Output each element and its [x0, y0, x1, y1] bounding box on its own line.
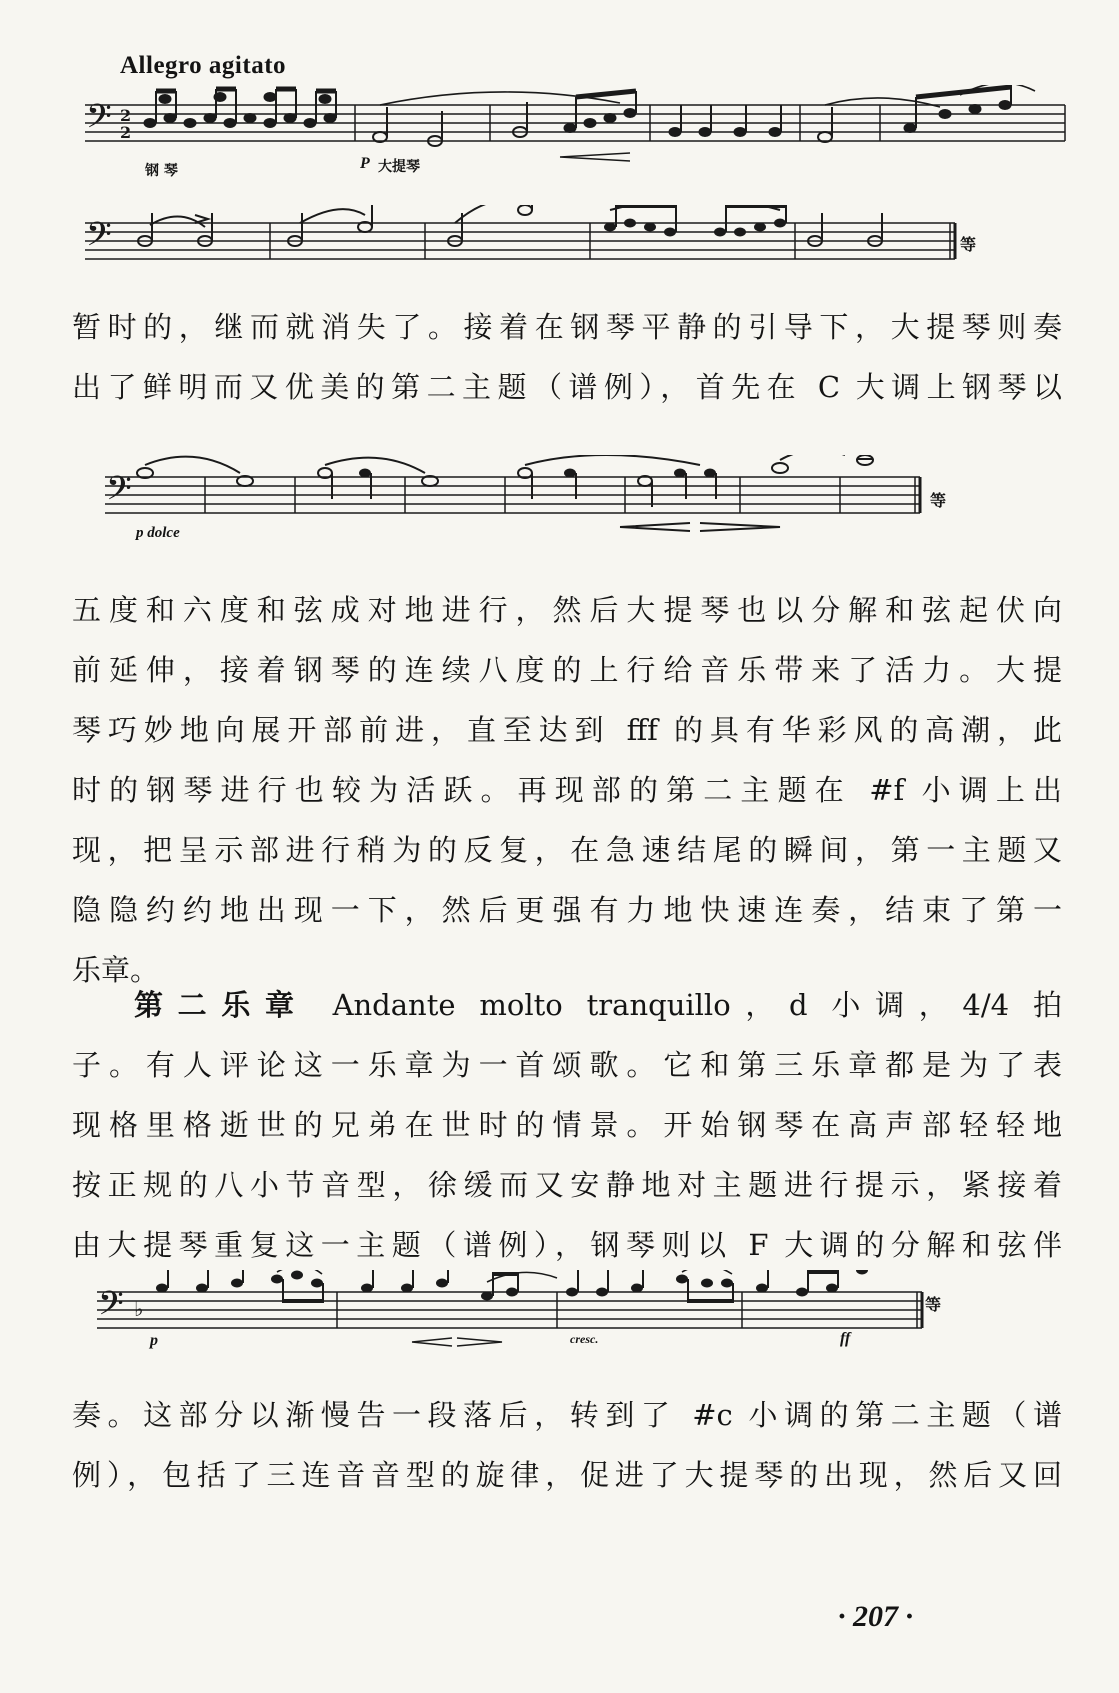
text-line: 子。有人评论这一乐章为一首颂歌。它和第三乐章都是为了表	[72, 1048, 1062, 1082]
svg-text:𝄢: 𝄢	[106, 470, 132, 516]
text-line: 现格里格逝世的兄弟在世时的情景。开始钢琴在高声部轻轻地	[72, 1108, 1062, 1142]
dynamic-p-dolce: p dolce	[136, 525, 180, 541]
paragraph-1	[72, 297, 1062, 417]
paragraph-3	[72, 975, 1062, 1275]
dynamic-p: P	[360, 155, 370, 172]
text-line: 前延伸，接着钢琴的连续八度的上行给音乐带来了活力。大提	[72, 653, 1062, 687]
score-4-etc: 等	[925, 1295, 942, 1314]
svg-text:𝄢: 𝄢	[86, 216, 112, 262]
text-line: 暂时的，继而就消失了。接着在钢琴平静的引导下，大提琴则奏	[72, 310, 1062, 344]
score-3-staff	[100, 455, 930, 535]
text-line: 隐隐约约地出现一下，然后更强有力地快速连奏，结束了第一	[72, 893, 1062, 927]
score-example-1	[80, 85, 1080, 185]
text-line: 乐章。	[72, 953, 160, 987]
score-example-4	[92, 1270, 932, 1350]
text-line: 出了鲜明而又优美的第二主题（谱例），首先在 C 大调上钢琴以	[72, 370, 1062, 404]
svg-text:𝄢: 𝄢	[98, 1285, 124, 1331]
text-line: 时的钢琴进行也较为活跃。再现部的第二主题在 #f 小调上出	[72, 773, 1062, 807]
svg-text:2: 2	[120, 123, 132, 142]
score-2-etc: 等	[960, 235, 977, 254]
text-line: 现，把呈示部进行稍为的反复，在急速结尾的瞬间，第一主题又	[72, 833, 1062, 867]
svg-text:𝄢: 𝄢	[86, 98, 112, 144]
movement-line	[72, 975, 1062, 1035]
score-example-3	[100, 455, 930, 535]
svg-text:♭: ♭	[134, 1297, 144, 1321]
dynamic-p-2: p	[150, 1332, 158, 1349]
paragraph-2	[72, 580, 1062, 1000]
movement-tempo: Andante molto tranquillo，d 小调，4/4 拍	[332, 988, 1062, 1022]
page-number: · 207 ·	[838, 1600, 913, 1633]
dynamic-cresc: cresc.	[570, 1332, 599, 1346]
text-line: 五度和六度和弦成对地进行，然后大提琴也以分解和弦起伏向	[72, 593, 1062, 627]
movement-heading: 第二乐章	[134, 988, 309, 1022]
dynamic-ff: ff	[840, 1330, 851, 1347]
text-line: 由大提琴重复这一主题（谱例），钢琴则以 F 大调的分解和弦伴	[72, 1228, 1062, 1262]
text-line: 例），包括了三连音音型的旋律，促进了大提琴的出现，然后又回	[72, 1458, 1062, 1492]
score-1-staff	[80, 85, 1080, 185]
score-2-staff	[80, 205, 980, 280]
paragraph-4	[72, 1385, 1062, 1505]
tempo-marking: Allegro agitato	[120, 52, 287, 79]
piano-label: 钢 琴	[145, 163, 178, 179]
text-line: 按正规的八小节音型，徐缓而又安静地对主题进行提示，紧接着	[72, 1168, 1062, 1202]
score-example-2	[80, 205, 980, 280]
score-3-etc: 等	[930, 491, 947, 510]
cello-label: 大提琴	[378, 159, 420, 175]
text-line: 奏。这部分以渐慢告一段落后，转到了 #c 小调的第二主题（谱	[72, 1398, 1062, 1432]
score-4-staff	[92, 1270, 932, 1350]
svg-text:2: 2	[120, 106, 132, 125]
text-line: 琴巧妙地向展开部前进，直至达到 fff 的具有华彩风的高潮，此	[72, 713, 1062, 747]
